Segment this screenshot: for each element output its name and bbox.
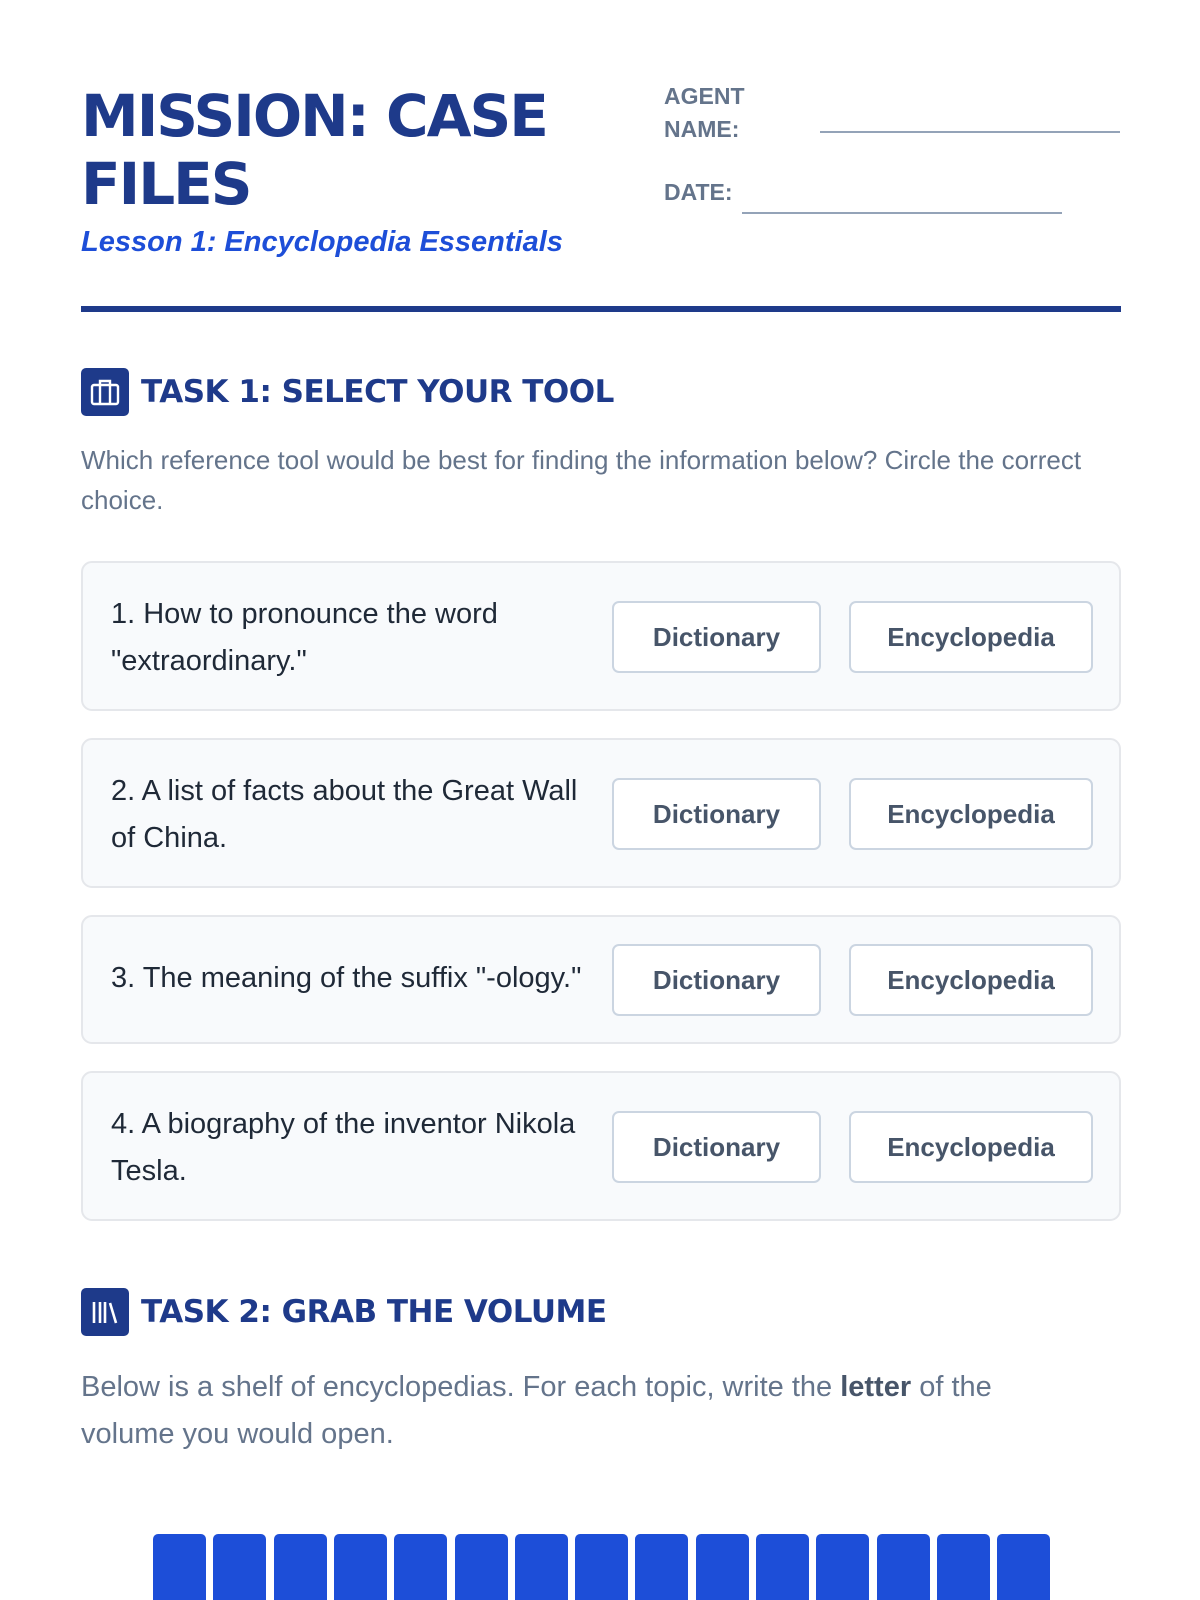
encyclopedia-choice[interactable]: Encyclopedia <box>849 944 1093 1016</box>
encyclopedia-volume <box>455 1534 508 1600</box>
date-line[interactable] <box>742 212 1062 214</box>
encyclopedia-choice[interactable]: Encyclopedia <box>849 1111 1093 1183</box>
instructions-text-end: of the volume you would open. <box>81 1371 992 1450</box>
dictionary-choice[interactable]: Dictionary <box>612 601 821 673</box>
worksheet-header <box>81 80 1121 310</box>
agent-name-line[interactable] <box>820 131 1120 133</box>
encyclopedia-volume <box>997 1534 1050 1600</box>
task2-instructions <box>81 1364 1061 1458</box>
encyclopedia-volume <box>756 1534 809 1600</box>
date-label: DATE: <box>664 179 733 205</box>
encyclopedia-volume <box>696 1534 749 1600</box>
encyclopedia-volume <box>635 1534 688 1600</box>
task1-title: TASK 1: SELECT YOUR TOOL <box>141 374 614 410</box>
encyclopedia-volume <box>877 1534 930 1600</box>
encyclopedia-volume <box>153 1534 206 1600</box>
page-title: MISSION: CASE FILES <box>81 82 547 218</box>
question-card <box>81 561 1121 711</box>
encyclopedia-volume <box>575 1534 628 1600</box>
books-icon <box>81 1288 129 1336</box>
question-text: 2. A list of facts about the Great Wall of China. <box>111 775 578 854</box>
question-card <box>81 915 1121 1044</box>
dictionary-choice[interactable]: Dictionary <box>612 944 821 1016</box>
task2-title: TASK 2: GRAB THE VOLUME <box>141 1294 607 1330</box>
question-card <box>81 738 1121 888</box>
encyclopedia-volume <box>394 1534 447 1600</box>
question-text: 4. A biography of the inventor Nikola Tesla. <box>111 1108 576 1187</box>
task2-header <box>81 1288 1121 1336</box>
encyclopedia-volume <box>213 1534 266 1600</box>
encyclopedia-volume <box>334 1534 387 1600</box>
encyclopedia-volume <box>937 1534 990 1600</box>
encyclopedia-shelf <box>153 1534 1053 1600</box>
briefcase-icon <box>81 368 129 416</box>
question-text: 3. The meaning of the suffix "-ology." <box>111 962 582 994</box>
dictionary-choice[interactable]: Dictionary <box>612 1111 821 1183</box>
encyclopedia-volume <box>816 1534 869 1600</box>
question-text: 1. How to pronounce the word "extraordinary." <box>111 598 498 677</box>
instructions-emphasis: letter <box>840 1371 912 1403</box>
header-divider <box>81 306 1121 312</box>
instructions-text: Below is a shelf of encyclopedias. For each topic, write the <box>81 1371 841 1403</box>
page-subtitle: Lesson 1: Encyclopedia Essentials <box>81 226 563 258</box>
dictionary-choice[interactable]: Dictionary <box>612 778 821 850</box>
encyclopedia-volume <box>515 1534 568 1600</box>
task1-header <box>81 368 1121 416</box>
task1-instructions: Which reference tool would be best for finding the information below? Circle the correct choice. <box>81 445 1082 515</box>
agent-name-label: AGENT NAME: <box>664 83 745 142</box>
encyclopedia-choice[interactable]: Encyclopedia <box>849 778 1093 850</box>
encyclopedia-volume <box>274 1534 327 1600</box>
encyclopedia-choice[interactable]: Encyclopedia <box>849 601 1093 673</box>
question-card <box>81 1071 1121 1221</box>
